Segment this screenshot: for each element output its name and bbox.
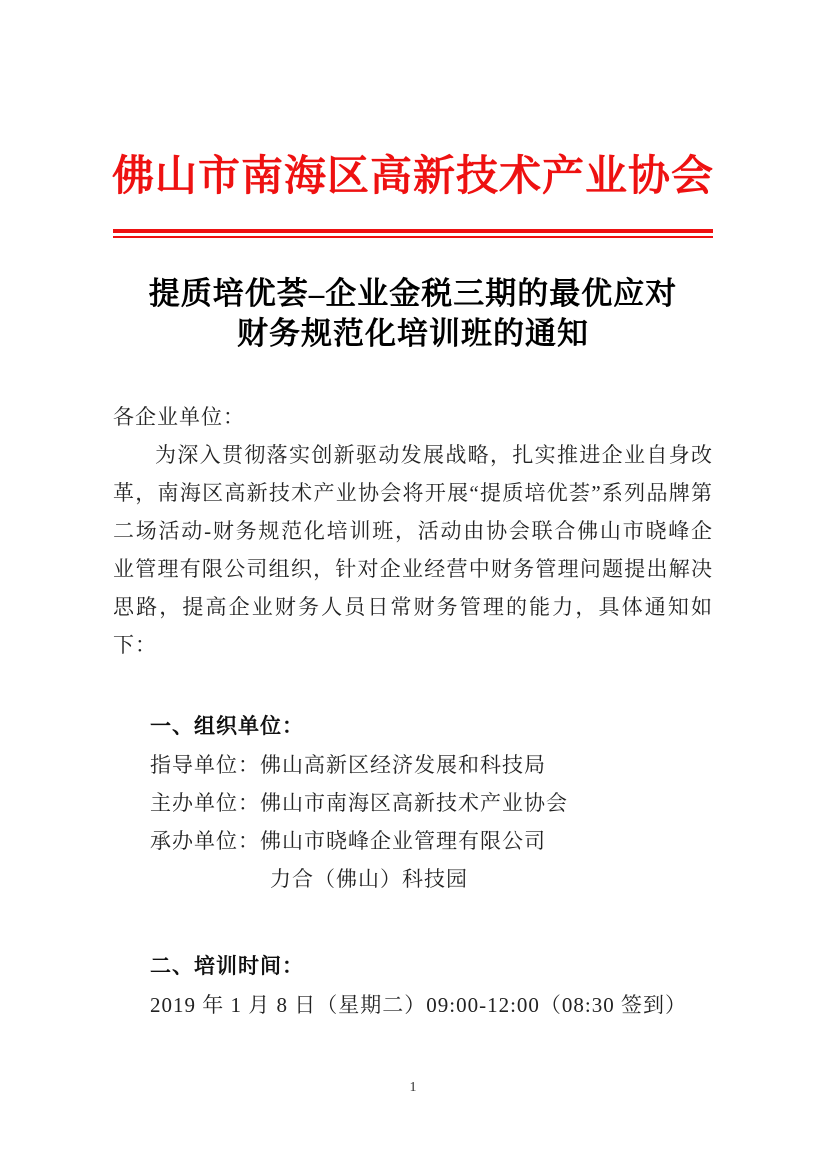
letterhead bbox=[0, 0, 826, 238]
salutation: 各企业单位： bbox=[113, 405, 245, 429]
notice-title-line2: 财务规范化培训班的通知 bbox=[237, 316, 589, 351]
guidance-unit-line: 指导单位：佛山高新区经济发展和科技局 bbox=[150, 753, 546, 777]
org-title: 佛山市南海区高新技术产业协会 bbox=[111, 154, 714, 200]
page-footer bbox=[0, 1078, 826, 1096]
intro-paragraph: 为深入贯彻落实创新驱动发展战略，扎实推进企业自身改革，南海区高新技术产业协会将开展“提质培优荟”系列品牌第二场活动-财务规范化培训班，活动由协会联合佛山市晓峰企业管理有限公司组织，针对企业经营中财务管理问题提出解决思路，提高企业财务人员日常财务管理的能力，具体通知如下： bbox=[113, 443, 713, 657]
organizer-unit-line: 承办单位：佛山市晓峰企业管理有限公司 bbox=[150, 829, 546, 853]
letterhead-rule-thick bbox=[113, 229, 713, 233]
notice-title-line1: 提质培优荟–企业金税三期的最优应对 bbox=[148, 276, 678, 311]
letterhead-rule-thin bbox=[113, 236, 713, 238]
section-heading-training-time: 二、培训时间： bbox=[150, 955, 304, 978]
section-heading-organizing-units: 一、组织单位： bbox=[150, 715, 304, 738]
organizer-unit-continuation-line: 力合（佛山）科技园 bbox=[270, 867, 468, 891]
page-number: 1 bbox=[409, 1080, 417, 1095]
host-unit-line: 主办单位：佛山市南海区高新技术产业协会 bbox=[150, 791, 568, 815]
notice-body bbox=[113, 398, 713, 1024]
notice-title bbox=[0, 274, 826, 354]
letterhead-rule bbox=[113, 229, 713, 238]
training-time-line: 2019 年 1 月 8 日（星期二）09:00-12:00（08:30 签到） bbox=[150, 993, 687, 1017]
